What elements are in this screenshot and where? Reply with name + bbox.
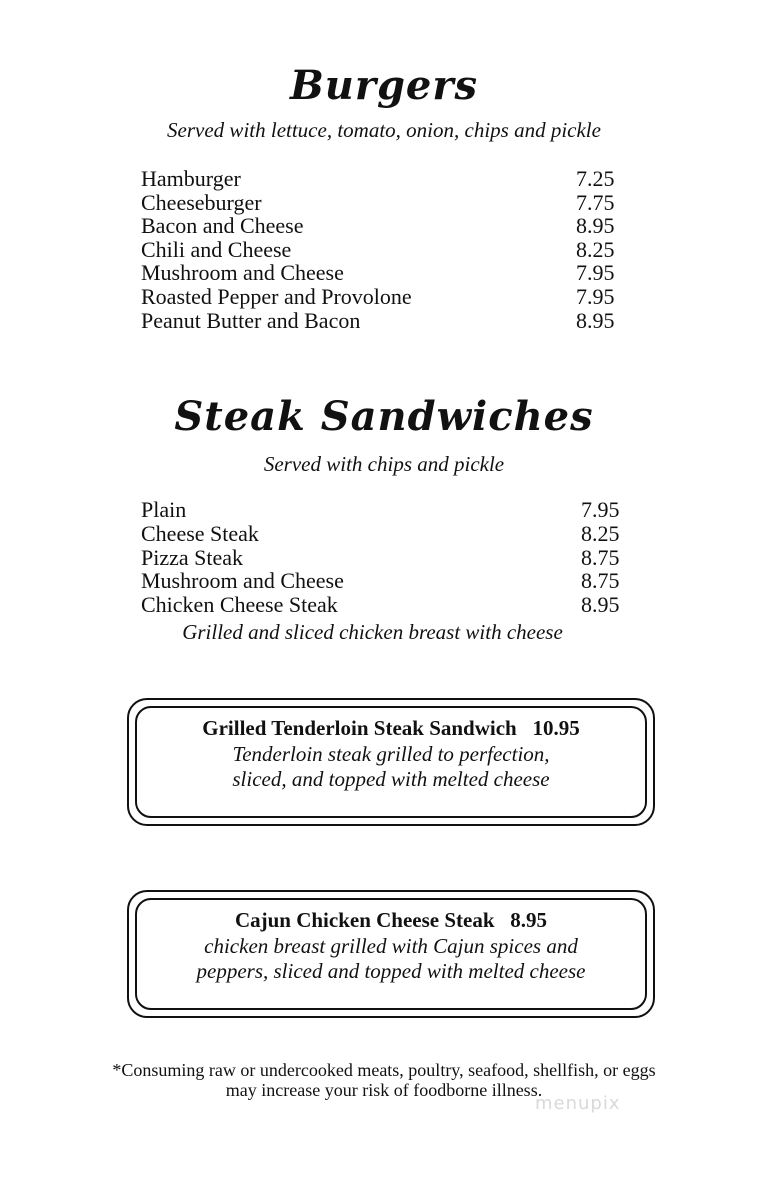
chicken-cheese-steak-note: Grilled and sliced chicken breast with cheese [182,620,563,644]
special-title-line [129,908,653,933]
burger-item-price: 8.95 [576,213,615,238]
burger-item-name: Peanut Butter and Bacon [141,308,361,333]
special-description-1: chicken breast grilled with Cajun spices and [204,934,578,958]
special-tenderloin-box [127,698,655,826]
special-price: 10.95 [532,716,580,740]
burgers-subtitle: Served with lettuce, tomato, onion, chips and pickle [167,118,601,142]
burger-item-price: 7.95 [576,260,615,285]
steak-item-price: 8.75 [581,545,620,570]
disclaimer-line-2: may increase your risk of foodborne illness. [225,1080,543,1100]
steak-item-price: 8.75 [581,568,620,593]
steak-sandwiches-subtitle: Served with chips and pickle [263,452,505,476]
watermark-logo: menupix [535,1093,621,1114]
burger-item-price: 7.25 [576,166,615,191]
special-price: 8.95 [510,908,548,932]
steak-item-name: Plain [141,497,187,522]
steak-item-name: Mushroom and Cheese [141,568,344,593]
special-title: Grilled Tenderloin Steak Sandwich [202,716,517,740]
steak-item-price: 8.95 [581,592,620,617]
burgers-title: Burgers [290,62,478,109]
burger-item-name: Cheeseburger [141,190,262,215]
special-cajun-box [127,890,655,1018]
steak-sandwiches-title: Steak Sandwiches [174,393,594,440]
burger-item-name: Chili and Cheese [141,237,292,262]
special-description-2: sliced, and topped with melted cheese [232,767,550,791]
burger-item-price: 8.25 [576,237,615,262]
food-safety-disclaimer [0,1060,768,1100]
special-title: Cajun Chicken Cheese Steak [234,908,495,932]
steak-item-name: Pizza Steak [141,545,244,570]
steak-item-name: Chicken Cheese Steak [141,592,338,617]
steak-item-name: Cheese Steak [141,521,259,546]
steak-item-price: 7.95 [581,497,620,522]
burger-item-name: Roasted Pepper and Provolone [141,284,412,309]
special-description-2: peppers, sliced and topped with melted cheese [196,959,586,983]
steak-item-price: 8.25 [581,521,620,546]
special-title-line [129,716,653,741]
burger-item-name: Bacon and Cheese [141,213,304,238]
disclaimer-line-1: *Consuming raw or undercooked meats, poultry, seafood, shellfish, or eggs [112,1060,656,1080]
burger-item-price: 8.95 [576,308,615,333]
burger-item-price: 7.75 [576,190,615,215]
burger-item-price: 7.95 [576,284,615,309]
special-description-1: Tenderloin steak grilled to perfection, [232,742,550,766]
burger-item-name: Hamburger [141,166,241,191]
burger-item-name: Mushroom and Cheese [141,260,344,285]
